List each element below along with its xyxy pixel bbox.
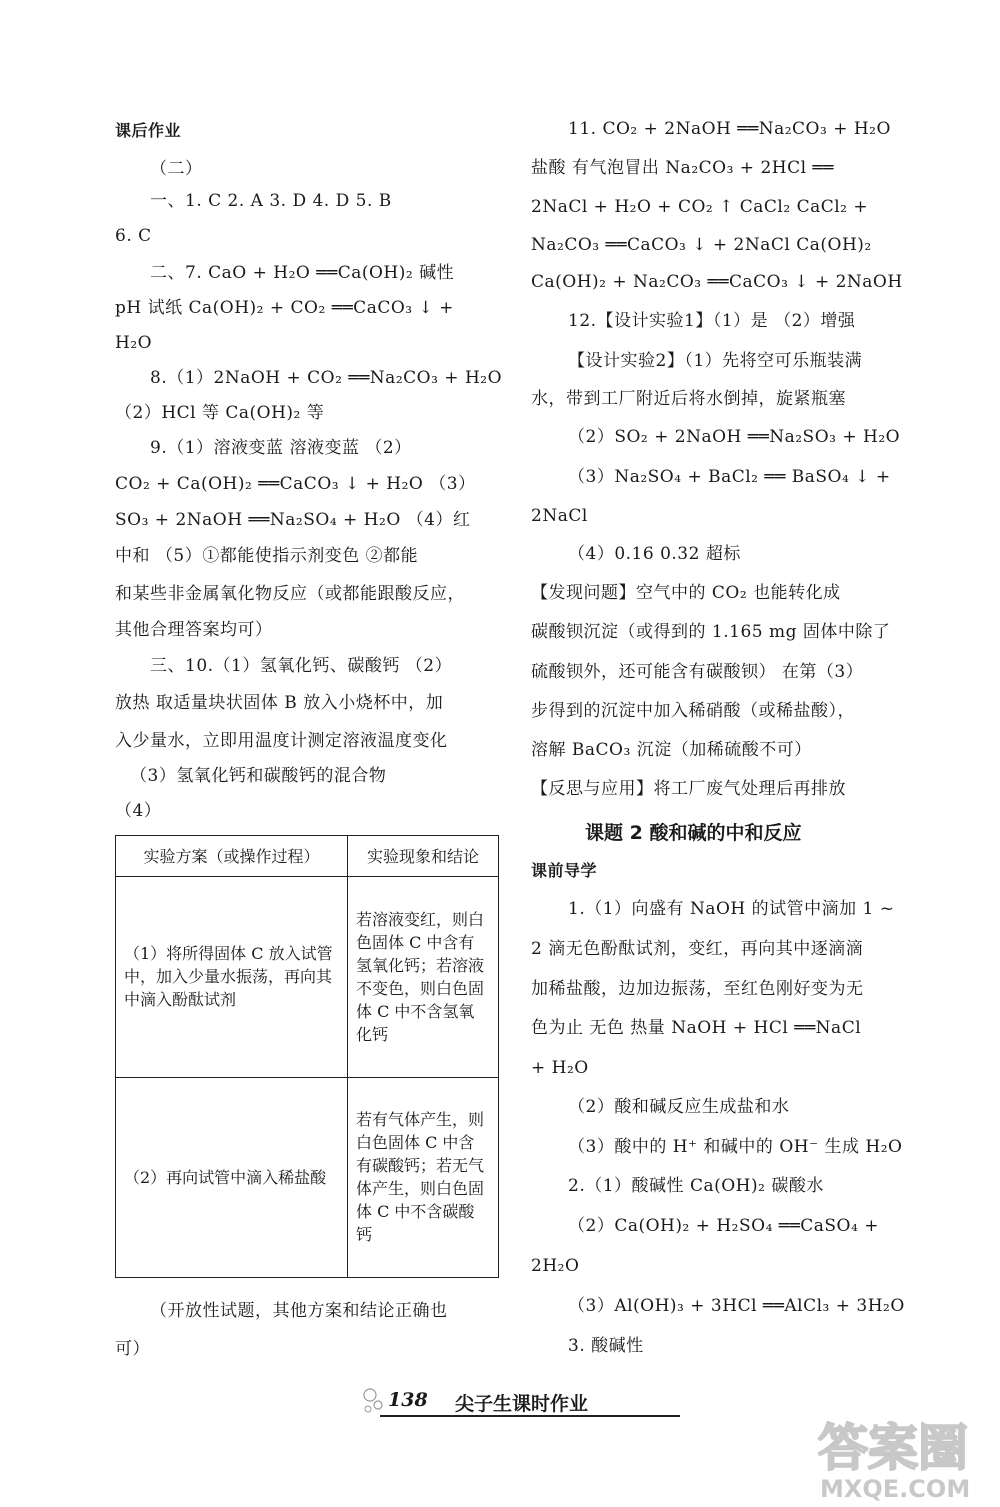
text-line: 盐酸 有气泡冒出 Na₂CO₃ + 2HCl ══ (531, 158, 834, 178)
text-line: 11. CO₂ + 2NaOH ══Na₂CO₃ + H₂O (568, 119, 891, 139)
watermark-text: 答案圈 (818, 1419, 968, 1477)
text-line: 其他合理答案均可） (115, 620, 273, 640)
text-line: 硫酸钡外，还可能含有碳酸钡） 在第（3） (531, 662, 864, 682)
text-line: Na₂CO₃ ══CaCO₃ ↓ + 2NaCl Ca(OH)₂ (531, 235, 872, 255)
experiment-table (115, 835, 499, 1278)
text-line: 水，带到工厂附近后将水倒掉，旋紧瓶塞 (531, 389, 846, 409)
text-line: 8.（1）2NaOH + CO₂ ══Na₂CO₃ + H₂O (150, 368, 503, 388)
sub-heading: 课前导学 (531, 861, 598, 880)
text-line: 三、10.（1）氢氧化钙、碳酸钙 （2） (150, 656, 453, 676)
section-heading: 课后作业 (115, 121, 182, 140)
text-line: 二、7. CaO + H₂O ══Ca(OH)₂ 碱性 (150, 263, 455, 283)
text-line: 2H₂O (531, 1256, 580, 1276)
text-line: （4） (115, 801, 162, 821)
text-line: 1.（1）向盛有 NaOH 的试管中滴加 1 ~ (568, 899, 895, 919)
text-line: （3）Na₂SO₄ + BaCl₂ ══ BaSO₄ ↓ + (568, 467, 891, 487)
text-line: 和某些非金属氧化物反应（或都能跟酸反应， (115, 584, 465, 604)
text-line: CO₂ + Ca(OH)₂ ══CaCO₃ ↓ + H₂O （3） (115, 474, 476, 494)
text-line: SO₃ + 2NaOH ══Na₂SO₄ + H₂O （4）红 (115, 510, 471, 530)
table-header-cell: 实验方案（或操作过程） (116, 836, 348, 877)
text-line: （二） (150, 159, 203, 179)
table-cell: 若有气体产生，则白色固体 C 中含有碳酸钙；若无气体产生，则白色固体 C 中不含碳酸钙 (348, 1077, 499, 1278)
text-line: + H₂O (531, 1058, 589, 1078)
text-line: 2 滴无色酚酞试剂，变红，再向其中逐滴滴 (531, 939, 864, 959)
text-line: 2NaCl + H₂O + CO₂ ↑ CaCl₂ CaCl₂ + (531, 197, 869, 217)
text-line: 9.（1）溶液变蓝 溶液变蓝 （2） (150, 438, 412, 458)
table-header-row (116, 836, 499, 877)
text-line: （2）Ca(OH)₂ + H₂SO₄ ══CaSO₄ + (568, 1216, 879, 1236)
text-line: 【反思与应用】将工厂废气处理后再排放 (531, 779, 846, 799)
text-line: （2）SO₂ + 2NaOH ══Na₂SO₃ + H₂O (568, 427, 901, 447)
text-line: 入少量水，立即用温度计测定溶液温度变化 (115, 731, 448, 751)
text-line: （3）酸中的 H⁺ 和碱中的 OH⁻ 生成 H₂O (568, 1137, 903, 1157)
text-line: 加稀盐酸，边加边振荡，至红色刚好变为无 (531, 979, 864, 999)
text-line: 中和 （5）①都能使指示剂变色 ②都能 (115, 546, 419, 566)
text-line: （3）Al(OH)₃ + 3HCl ══AlCl₃ + 3H₂O (568, 1296, 905, 1316)
text-line: 溶解 BaCO₃ 沉淀（加稀硫酸不可） (531, 740, 812, 760)
text-line: Ca(OH)₂ + Na₂CO₃ ══CaCO₃ ↓ + 2NaOH (531, 272, 903, 292)
text-line: 3. 酸碱性 (568, 1336, 644, 1356)
text-line: 12.【设计实验1】（1）是 （2）增强 (568, 311, 856, 331)
footer-rule (380, 1415, 680, 1417)
text-line: H₂O (115, 333, 153, 353)
text-line: pH 试纸 Ca(OH)₂ + CO₂ ══CaCO₃ ↓ + (115, 298, 454, 318)
text-line: 2NaCl (531, 506, 588, 526)
table-header-cell: 实验现象和结论 (348, 836, 499, 877)
swirl-ornament-icon (360, 1385, 390, 1419)
text-line: 色为止 无色 热量 NaOH + HCl ══NaCl (531, 1018, 862, 1038)
text-line: （2）酸和碱反应生成盐和水 (568, 1097, 790, 1117)
text-line: （2）HCl 等 Ca(OH)₂ 等 (115, 403, 325, 423)
text-line: 可） (115, 1339, 150, 1359)
table-cell: （2）再向试管中滴入稀盐酸 (116, 1077, 348, 1278)
page-footer (360, 1385, 680, 1421)
table-cell: 若溶液变红，则白色固体 C 中含有氢氧化钙；若溶液不变色，则白色固体 C 中不含氢氧化钙 (348, 877, 499, 1078)
text-line: 2.（1）酸碱性 Ca(OH)₂ 碳酸水 (568, 1176, 824, 1196)
table-row (116, 877, 499, 1078)
watermark-logo (810, 1405, 995, 1505)
text-line: 碳酸钡沉淀（或得到的 1.165 mg 固体中除了 (531, 622, 891, 642)
text-line: 6. C (115, 226, 152, 246)
section-title: 课题 2 酸和碱的中和反应 (585, 822, 802, 844)
text-line: 放热 取适量块状固体 B 放入小烧杯中，加 (115, 693, 444, 713)
text-line: 步得到的沉淀中加入稀硝酸（或稀盐酸）， (531, 701, 855, 721)
watermark-url: MXQE.COM (820, 1475, 971, 1503)
text-line: （3）氢氧化钙和碳酸钙的混合物 (130, 766, 387, 786)
book-title: 尖子生课时作业 (455, 1393, 589, 1415)
text-line: （4）0.16 0.32 超标 (568, 544, 741, 564)
text-line: （开放性试题，其他方案和结论正确也 (150, 1301, 448, 1321)
text-line: 【设计实验2】（1）先将空可乐瓶装满 (568, 351, 863, 371)
table-row (116, 1077, 499, 1278)
text-line: 一、1. C 2. A 3. D 4. D 5. B (150, 191, 392, 211)
page-number: 138 (388, 1389, 428, 1411)
text-line: 【发现问题】空气中的 CO₂ 也能转化成 (531, 583, 841, 603)
table-cell: （1）将所得固体 C 放入试管中，加入少量水振荡，再向其中滴入酚酞试剂 (116, 877, 348, 1078)
